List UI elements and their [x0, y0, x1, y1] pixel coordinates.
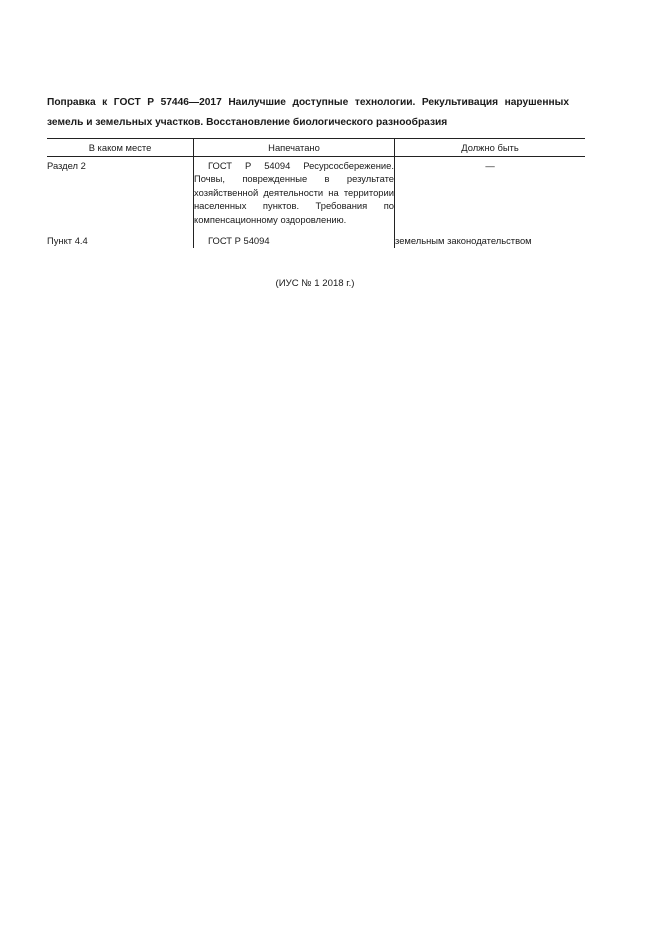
cell-printed [194, 157, 395, 233]
printed-text: ГОСТ Р 54094 [208, 235, 270, 247]
cell-should-be [395, 157, 586, 233]
should-be-text: — [485, 160, 495, 171]
source-reference: (ИУС № 1 2018 г.) [275, 278, 355, 289]
table-row [47, 232, 585, 248]
table-row [47, 157, 585, 233]
header-printed: Напечатано [194, 139, 395, 157]
header-location: В каком месте [47, 139, 194, 157]
cell-printed [194, 232, 395, 248]
cell-location: Пункт 4.4 [47, 235, 88, 247]
printed-text: ГОСТ Р 54094 Ресурсосбережение. Почвы, поврежденные в результате хозяйственной деятельности на территории населенных пунктов. Требования по компенсационному оздоровлению. [194, 160, 394, 225]
correction-title: Поправка к ГОСТ Р 57446—2017 Наилучшие доступные технологии. Рекультивация нарушенных земель и земельных участков. Восстановление биологического разнообразия [47, 97, 569, 128]
table-header-row [47, 139, 585, 157]
correction-table [47, 138, 585, 248]
cell-location: Раздел 2 [47, 160, 86, 171]
header-should-be: Должно быть [395, 139, 586, 157]
cell-should-be: земельным законодательством [395, 235, 532, 247]
